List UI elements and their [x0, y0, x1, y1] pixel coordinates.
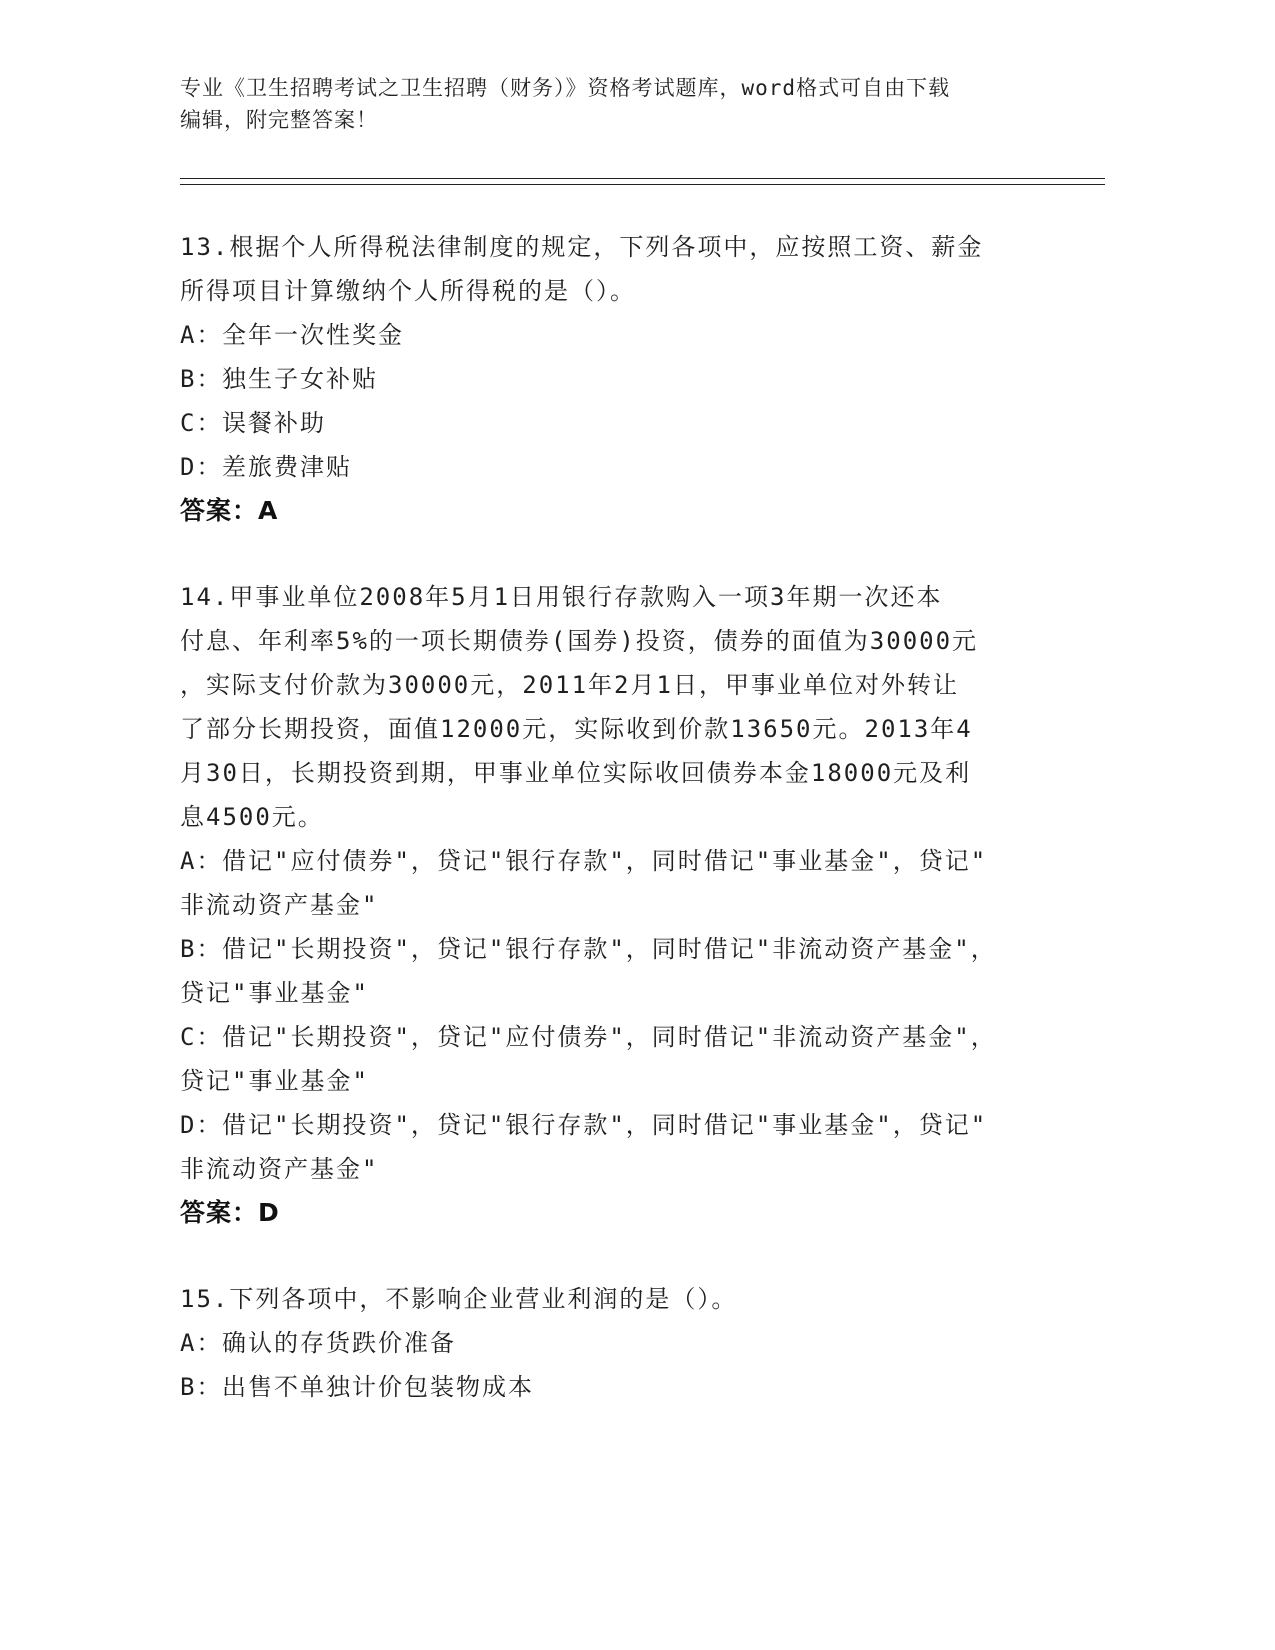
question-text: 15.下列各项中，不影响企业营业利润的是（）。 — [180, 1285, 738, 1313]
question-text: 所得项目计算缴纳个人所得税的是（）。 — [180, 277, 636, 305]
question-text: 息4500元。 — [180, 803, 324, 831]
option-a — [180, 839, 1060, 883]
header-line-2: 编辑，附完整答案！ — [180, 108, 378, 132]
option-text: 借记"应付债券"，贷记"银行存款"，同时借记"事业基金"，贷记" — [222, 847, 988, 875]
question-14 — [180, 575, 1060, 1235]
option-text: 借记"长期投资"，贷记"银行存款"，同时借记"非流动资产基金"， — [222, 935, 997, 963]
option-c — [180, 1015, 1060, 1059]
question-text: 付息、年利率5%的一项长期债券(国券)投资，债券的面值为30000元 — [180, 627, 979, 655]
document-header — [180, 72, 1040, 136]
question-13 — [180, 225, 1060, 533]
option-letter: A： — [180, 321, 223, 349]
option-letter: A： — [180, 1329, 223, 1357]
option-c — [180, 401, 1060, 445]
option-d-continued: 非流动资产基金" — [180, 1155, 379, 1183]
option-letter: D： — [180, 453, 223, 481]
question-text: 了部分长期投资，面值12000元，实际收到价款13650元。2013年4 — [180, 715, 973, 743]
option-letter: B： — [180, 935, 223, 963]
option-letter: B： — [180, 365, 223, 393]
option-c-continued: 贷记"事业基金" — [180, 1067, 369, 1095]
option-b — [180, 1365, 1060, 1409]
question-15 — [180, 1277, 1060, 1409]
option-b-continued: 贷记"事业基金" — [180, 979, 369, 1007]
option-letter: B： — [180, 1373, 223, 1401]
answer-line: 答案：A — [180, 496, 279, 525]
option-text: 确认的存货跌价准备 — [222, 1329, 456, 1357]
option-letter: C： — [180, 1023, 223, 1051]
question-text: 月30日，长期投资到期，甲事业单位实际收回债券本金18000元及利 — [180, 759, 972, 787]
option-text: 差旅费津贴 — [222, 453, 352, 481]
option-text: 借记"长期投资"，贷记"应付债券"，同时借记"非流动资产基金"， — [222, 1023, 997, 1051]
option-letter: C： — [180, 409, 223, 437]
option-text: 借记"长期投资"，贷记"银行存款"，同时借记"事业基金"，贷记" — [222, 1111, 988, 1139]
option-d — [180, 1103, 1060, 1147]
option-text: 全年一次性奖金 — [222, 321, 404, 349]
question-text: 14.甲事业单位2008年5月1日用银行存款购入一项3年期一次还本 — [180, 583, 943, 611]
option-d — [180, 445, 1060, 489]
option-b — [180, 927, 1060, 971]
header-divider — [180, 178, 1105, 185]
option-a — [180, 1321, 1060, 1365]
option-b — [180, 357, 1060, 401]
option-a-continued: 非流动资产基金" — [180, 891, 379, 919]
question-list — [180, 225, 1060, 1451]
option-letter: D： — [180, 1111, 223, 1139]
answer-line: 答案：D — [180, 1198, 280, 1227]
option-letter: A： — [180, 847, 223, 875]
header-line-1: 专业《卫生招聘考试之卫生招聘（财务）》资格考试题库，word格式可自由下载 — [180, 76, 951, 100]
option-text: 误餐补助 — [222, 409, 326, 437]
option-a — [180, 313, 1060, 357]
question-text: ，实际支付价款为30000元，2011年2月1日，甲事业单位对外转让 — [180, 671, 959, 699]
option-text: 独生子女补贴 — [222, 365, 378, 393]
option-text: 出售不单独计价包装物成本 — [222, 1373, 534, 1401]
question-text: 13.根据个人所得税法律制度的规定，下列各项中，应按照工资、薪金 — [180, 233, 984, 261]
